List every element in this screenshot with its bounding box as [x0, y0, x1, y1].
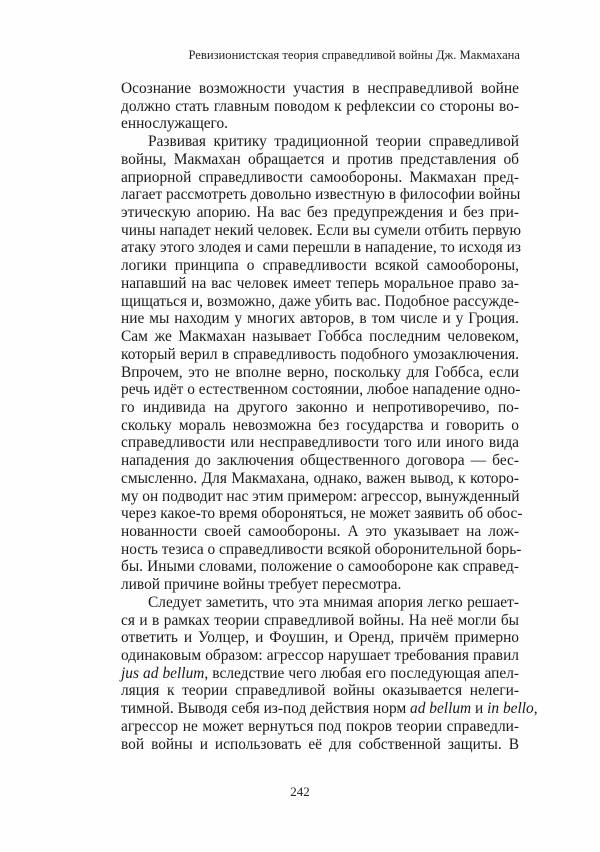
latin-term: in bello: [487, 700, 534, 718]
latin-term: ad bellum: [410, 700, 472, 718]
text-line: еннослужащего.: [121, 115, 229, 133]
text-line: смысленно. Для Макмахана, однако, важен вывод, к которо-: [121, 469, 519, 487]
text-line: справедливости или несправедливости того или иного вида: [121, 434, 519, 452]
text-line: [121, 700, 538, 718]
text-line: го индивида на другого законно и непротиворечиво, по-: [121, 398, 519, 416]
page-number: 242: [290, 784, 310, 799]
text-line: логики принципа о справедливости всякой самообороны,: [121, 257, 519, 275]
text-line: речь идёт о естественном состоянии, любое нападение одно-: [121, 381, 521, 399]
text-line: лагает рассмотреть довольно известную в философии войны: [121, 186, 521, 204]
text-line: вой войны и использовать её для собственной защиты. В: [121, 735, 519, 753]
text-segment: и: [471, 700, 488, 718]
text-line: Развивая критику традиционной теории справедливой: [148, 133, 519, 151]
text-line: ность тезиса о справедливости всякой оборонительной борь-: [121, 540, 522, 558]
running-head: Ревизионистская теория справедливой войны Дж. Макмахана: [188, 48, 520, 62]
text-line: напавший на вас человек имеет теперь моральное право за-: [121, 274, 519, 292]
text-line: Осознание возможности участия в несправедливой войне: [121, 80, 519, 97]
text-line: Сам же Макмахан называет Гоббса последним человеком,: [121, 328, 519, 346]
text-line: ливой причине войны требует пересмотра.: [121, 576, 402, 594]
text-line: агрессор не может вернуться под покров теории справедли-: [121, 717, 519, 735]
latin-term: jus ad bellum: [121, 664, 205, 682]
text-line: нованности своей самообороны. А это указывает на лож-: [121, 522, 519, 540]
text-line: априорной справедливости самообороны. Макмахан пред-: [121, 168, 519, 186]
text-line: му он подводит нас этим примером: агрессор, вынужденный: [121, 487, 520, 505]
text-segment: тимной. Выводя себя из-под действия норм: [121, 700, 411, 718]
text-line: скольку мораль невозможна без государства и говорить о: [121, 416, 519, 434]
text-line: Следует заметить, что эта мнимая апория легко решает-: [148, 593, 519, 611]
text-line: атаку этого злодея и сами перешли в нападение, то исходя из: [121, 239, 521, 257]
text-segment: ,: [533, 700, 538, 718]
body-text: [121, 80, 538, 753]
text-line: бы. Иными словами, положение о самообороне как справед-: [121, 558, 519, 576]
text-line: который верил в справедливость подобного умозаключения.: [121, 345, 519, 363]
text-line: ответить и Уолцер, и Фоушин, и Оренд, причём примерно: [121, 629, 519, 647]
text-line: [121, 665, 519, 683]
text-line: щищаться и, возможно, даже убить вас. Подобное рассужде-: [121, 292, 519, 310]
text-line: чины нападет некий человек. Если вы сумели отбить первую: [121, 221, 522, 239]
paragraph-1: [121, 80, 519, 133]
text-line: должно стать главным поводом к рефлексии со стороны во-: [121, 97, 519, 115]
paragraph-2: [121, 133, 523, 594]
text-segment: , вследствие чего любая его последующая апел-: [204, 664, 519, 682]
text-line: ние мы находим у многих авторов, в том числе и у Гроция.: [121, 310, 519, 328]
text-line: Впрочем, это не вполне верно, поскольку для Гоббса, если: [121, 363, 519, 381]
text-line: через какое-то время обороняться, не может заявить об обос-: [121, 505, 523, 523]
text-line: войны, Макмахан обращается и против представления об: [121, 150, 519, 168]
text-line: этическую апорию. На вас без предупреждения и без при-: [121, 204, 519, 222]
text-line: ся и в рамках теории справедливой войны. На неё могли бы: [121, 611, 519, 629]
text-line: нападения до заключения общественного договора — бес-: [121, 452, 519, 470]
text-line: одинаковым образом: агрессор нарушает требования правил: [121, 647, 519, 664]
paragraph-3: [121, 593, 538, 753]
text-line: ляция к теории справедливой войны оказывается нелеги-: [121, 682, 519, 700]
